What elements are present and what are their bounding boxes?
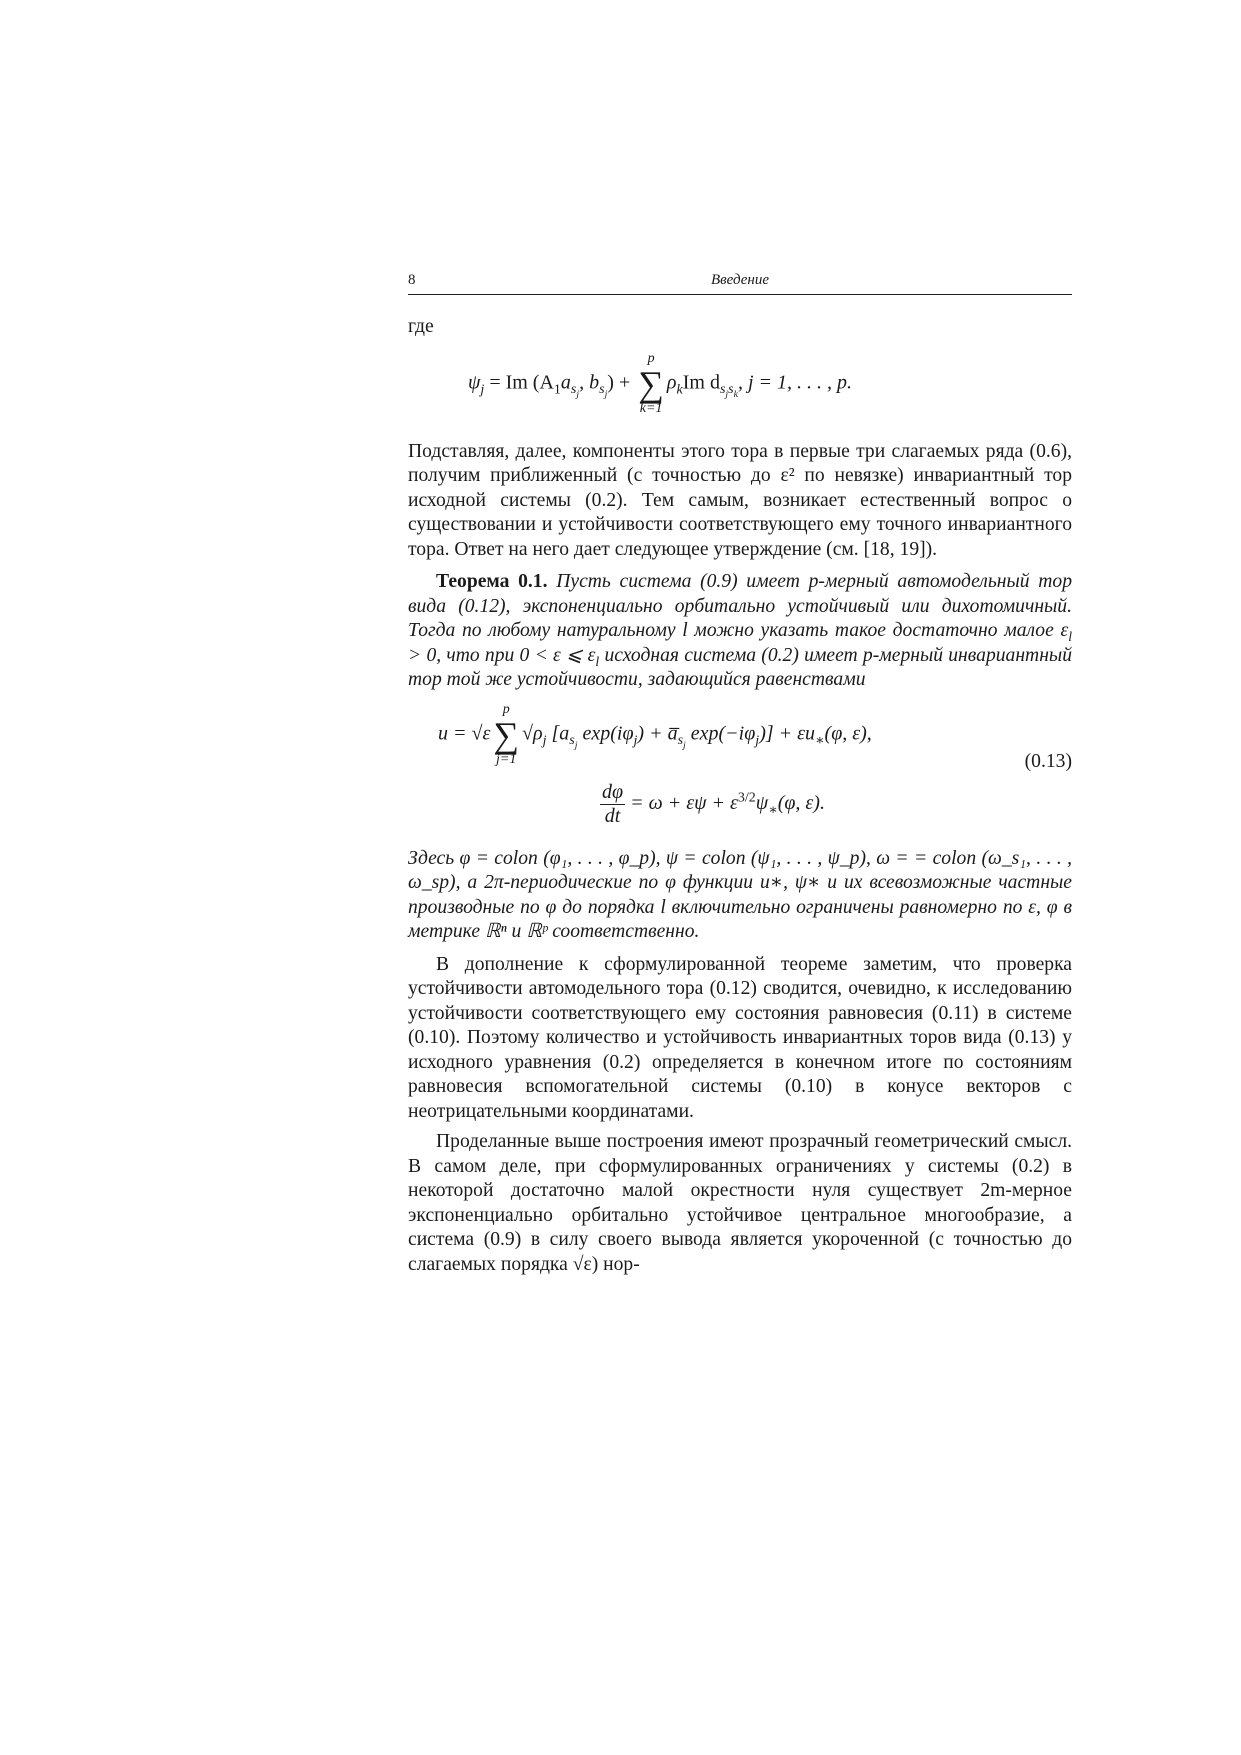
summation-sign: p ∑ k=1 (638, 350, 664, 416)
theorem-label: Теорема 0.1. (436, 571, 548, 592)
paragraph-2: В дополнение к сформулированной теореме заметим, что проверка устойчивости автомодельного тора (0.12) сводится, очевидно, к исследованию устойчивости соответствующего ему состояния равновесия (0.11) в системе (0.10). Поэтому количество и устойчивость инвариантных торов вида (0.13) у исходного уравнения (0.2) определяется в конечном итоге по состояниям равновесия вспомогательной системы (0.10) в конусе векторов с неотрицательными координатами. (408, 953, 1072, 1122)
equation-number: (0.13) (1024, 750, 1072, 772)
equation-0-13: u = √ε p ∑ j=1 $√\rho_j$ [$a_{s_j}$ $\exp(i\varphi_j)$ + $a̅_{s_j}$ $\exp(-i\varphi_j)] + \varepsilon u_∗(\varphi$, ε), (0.13) $\frac{d\varphi}{dt}$ = $\omega + \varepsilon\psi + \varepsilon^{3/2}\psi_∗(\varphi$, ε). (438, 701, 1072, 827)
page (408, 268, 1072, 1277)
derivative-fraction: $\frac{d\varphi}{dt}$ (602, 780, 624, 827)
paragraph-after-theorem: Здесь φ = colon (φ₁, . . . , φ_p), ψ = colon (ψ₁, . . . , ψ_p), ω = = colon (ω_s₁, . . . , ω_sp), а 2π-периодические по φ функции u∗, ψ∗ и их всевозможные частные производные по φ до порядка l включительно ограничены равномерно по ε, φ в метрике ℝⁿ и ℝᵖ соответственно. (408, 847, 1072, 942)
running-header (408, 268, 1072, 295)
paragraph-1: Подставляя, далее, компоненты этого тора в первые три слагаемых ряда (0.6), получим приближенный (с точностью до ε² по невязке) инвариантный тор исходной системы (0.2). Тем самым, возникает естественный вопрос о существовании и устойчивости соответствующего ему точного инвариантного тора. Ответ на него дает следующее утверждение (см. [18, 19]). (408, 440, 1072, 560)
running-title: Введение (711, 272, 769, 288)
theorem-0-1: Теорема 0.1. Пусть система (0.9) имеет p-мерный автомодельный тор вида (0.12), экспоненциально орбитально устойчивый или дихотомичный. Тогда по любому натуральному l можно указать такое достаточно малое $\varepsilon_l > 0$, что при 0 < ε ⩽ $\varepsilon_l$ исходная система (0.2) имеет p-мерный инвариантный тор той же устойчивости, задающийся равенствами (408, 571, 1072, 690)
summation-sign: p ∑ j=1 (493, 701, 520, 767)
paragraph-3: Проделанные выше построения имеют прозрачный геометрический смысл. В самом деле, при сформулированных ограничениях у системы (0.2) в некоторой достаточно малой окрестности нуля существует 2m-мерное экспоненциально орбитально устойчивое центральное многообразие, а система (0.9) в силу своего вывода является укороченной (с точностью до слагаемых порядка √ε) нор- (408, 1131, 1072, 1275)
equation-psi: $\psi_j = Im$ ($A_1a_{s_j}$, $b_{s_j}$) + p ∑ k=1 $\rho_kIm$ $d_{s_js_k}$, j = 1, . . . , p. (468, 350, 853, 416)
intro-word: где (408, 316, 434, 337)
page-number: 8 (408, 272, 416, 288)
